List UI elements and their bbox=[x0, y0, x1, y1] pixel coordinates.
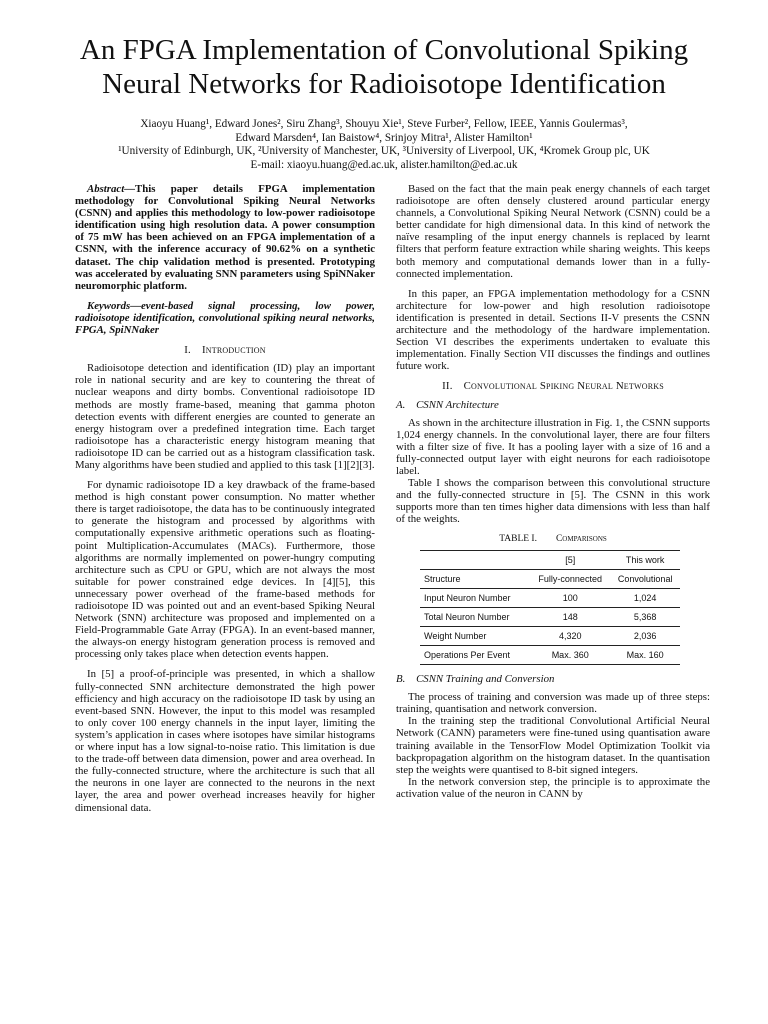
table-cell: 1,024 bbox=[610, 588, 680, 607]
abstract-text: This paper details FPGA implementation methodology for Convolutional Spiking Neural Networks (CSNN) and applies this methodology to low-power radioisotope identification using high resolution data. A power consumption of 75 mW has been achieved on an FPGA implementation of a CSNN, with the inference accuracy of 90.62% on a synthetic dataset. The chip validation method is presented. Prototyping was accelerated by evaluating SNN parameters using SpiNNaker neuromorphic platform. bbox=[75, 183, 375, 292]
table-cell: Max. 160 bbox=[610, 646, 680, 665]
training-paragraph-3: In the network conversion step, the principle is to approximate the activation value of the neuron in CANN by bbox=[396, 775, 710, 800]
training-paragraph-2: In the training step the traditional Convolutional Artificial Neural Network (CANN) parameters were fine-tuned using quantisation aware training available in the TensorFlow Model Optimization Toolkit via backpropagation algorithm on the histogram dataset. In the quantisation step the weights were quantised to 8-bit signed integers. bbox=[396, 715, 710, 776]
affiliations: ¹University of Edinburgh, UK, ²University of Manchester, UK, ³University of Liverpool, UK, ⁴Kromek Group plc, UK bbox=[118, 145, 650, 157]
keywords-label: Keywords— bbox=[87, 299, 141, 312]
section-1-heading: I. Introduction bbox=[184, 344, 266, 357]
training-paragraph-1: The process of training and conversion was made up of three steps: training, quantisation and network conversion. bbox=[396, 691, 710, 716]
intro-paragraph-1: Radioisotope detection and identification (ID) play an important role in national security and are key to countering the threat of nuclear weapons and dirty bombs. Conventional radioisotope ID methods are mostly frame-based, meaning that gamma photon detection events with different energies are counted to generate an energy histogram over a predefined integration time. Each target radioisotope has a characteristic energy histogram meaning that radioisotope ID can be carried out as a histogram classification task. Many algorithms have been studied and applied to this task [1][2][3]. bbox=[75, 362, 375, 471]
intro-paragraph-5: In this paper, an FPGA implementation methodology for a CSNN architecture for low-power and high resolution radioisotope identification is presented in detail. Sections II-V presents the CSNN architecture and the methodology of the hardware implementation. Section VI describes the experiments undertaken to evaluate this implementation. Finally Section VII discusses the findings and outlines future work. bbox=[396, 287, 710, 373]
table-row bbox=[420, 626, 680, 645]
table-caption: TABLE I. Comparisons bbox=[499, 534, 607, 545]
subsection-a-heading: A. CSNN Architecture bbox=[396, 398, 499, 411]
csnn-paragraph-1: As shown in the architecture illustration in Fig. 1, the CSNN supports 1,024 energy channels. In the convolutional layer, there are four filters with a filter size of five. It has a pooling layer with a size of 16 and a fully-connected output layer with eight neurons for each radioisotope label. bbox=[396, 416, 710, 477]
author-line-1: Xiaoyu Huang¹, Edward Jones², Siru Zhang³, Shouyu Xie¹, Steve Furber², Fellow, IEEE, Yannis Goulermas³, bbox=[140, 118, 628, 130]
intro-paragraph-4: Based on the fact that the main peak energy channels of each target radioisotope are often densely clustered around particular energy channels, a Convolutional Spiking Neural Network (CSNN) could be a better candidate for high dimensional data. In this kind of network the naïve resampling of the input energy channels is replaced by learnt filters that perform feature extraction while sharing weights. This keeps both memory and computational demands lower than in a fully-connected implementation. bbox=[396, 183, 710, 280]
intro-paragraph-3: In [5] a proof-of-principle was presented, in which a shallow fully-connected SNN architecture demonstrated the high power efficiency and high accuracy on the radioisotope ID task by using an event-based SNN. However, the input to this model was resampled to only cover 100 energy channels in the input layer, limiting the system’s application in cases where isotopes have similar histograms or where input has a low signal-to-noise ratio. This limitation is due to the trade-off between data dimension, power and area overhead. In the fully-connected structure, where the architecture is such that all the neurons in one layer are connected to the neurons in the next layer, the area and power overhead increases heavily for higher dimensional data. bbox=[75, 668, 375, 814]
table-cell: Input Neuron Number bbox=[420, 588, 530, 607]
table-cell: Convolutional bbox=[610, 569, 680, 588]
table-row bbox=[420, 607, 680, 626]
table-cell: Fully-connected bbox=[530, 569, 610, 588]
section-2-heading: II. Convolutional Spiking Neural Networks bbox=[442, 380, 664, 393]
right-column bbox=[396, 183, 710, 808]
table-header-row bbox=[420, 550, 680, 569]
table-cell: 5,368 bbox=[610, 607, 680, 626]
abstract-label: Abstract— bbox=[87, 183, 135, 195]
abstract bbox=[75, 183, 375, 292]
paper-title: An FPGA Implementation of Convolutional Spiking Neural Networks for Radioisotope Identification bbox=[79, 34, 689, 100]
left-column bbox=[75, 183, 375, 822]
table-cell: Max. 360 bbox=[530, 646, 610, 665]
csnn-paragraph-2: Table I shows the comparison between this convolutional structure and the fully-connected structure in [5]. The CSNN in this work supports more than ten times higher data dimensions with less than half of the weights. bbox=[396, 477, 710, 526]
table-header-cell: [5] bbox=[530, 550, 610, 569]
table-cell: Operations Per Event bbox=[420, 646, 530, 665]
keywords-text: event-based signal processing, low power, radioisotope identification, convolutional spiking neural networks, FPGA, SpiNNaker bbox=[75, 299, 375, 337]
table-cell: 4,320 bbox=[530, 626, 610, 645]
table-cell: 100 bbox=[530, 588, 610, 607]
table-cell: Total Neuron Number bbox=[420, 607, 530, 626]
intro-paragraph-2: For dynamic radioisotope ID a key drawback of the frame-based method is high constant power consumption. No matter whether there is target radioisotope, the data has to be continuously integrated to generate the histogram and processed by algorithms with computationally expensive arithmetic operations such as floating-point Multiplication-Accumulates (MACs). Furthermore, those algorithms are normally implemented on power-hungry computing architecture such as CPU or GPU, which are not always the most suitable for power constrained edge devices. In [4][5], this unnecessary power overhead of the frame-based methods for radioisotope ID was pointed out and an event-based Spiking Neural Network (SNN) architecture was proposed and implemented on a Field-Programmable Gate Array (FPGA). In an event-based manner, the always-on energy histogram generation process is removed and processing only takes place when detection events happen. bbox=[75, 479, 375, 661]
subsection-b-heading: B. CSNN Training and Conversion bbox=[396, 673, 555, 686]
table-cell: Weight Number bbox=[420, 626, 530, 645]
author-block bbox=[60, 118, 708, 172]
comparison-table bbox=[420, 550, 680, 666]
table-cell: Structure bbox=[420, 569, 530, 588]
table-cell: 2,036 bbox=[610, 626, 680, 645]
table-row bbox=[420, 588, 680, 607]
author-line-2: Edward Marsden⁴, Ian Baistow⁴, Srinjoy Mitra¹, Alister Hamilton¹ bbox=[235, 131, 533, 144]
table-cell: 148 bbox=[530, 607, 610, 626]
table-header-cell bbox=[420, 550, 530, 569]
table-row bbox=[420, 646, 680, 665]
email-line: E-mail: xiaoyu.huang@ed.ac.uk, alister.hamilton@ed.ac.uk bbox=[250, 158, 518, 171]
keywords bbox=[75, 300, 375, 336]
table-row bbox=[420, 569, 680, 588]
table-header-cell: This work bbox=[610, 550, 680, 569]
